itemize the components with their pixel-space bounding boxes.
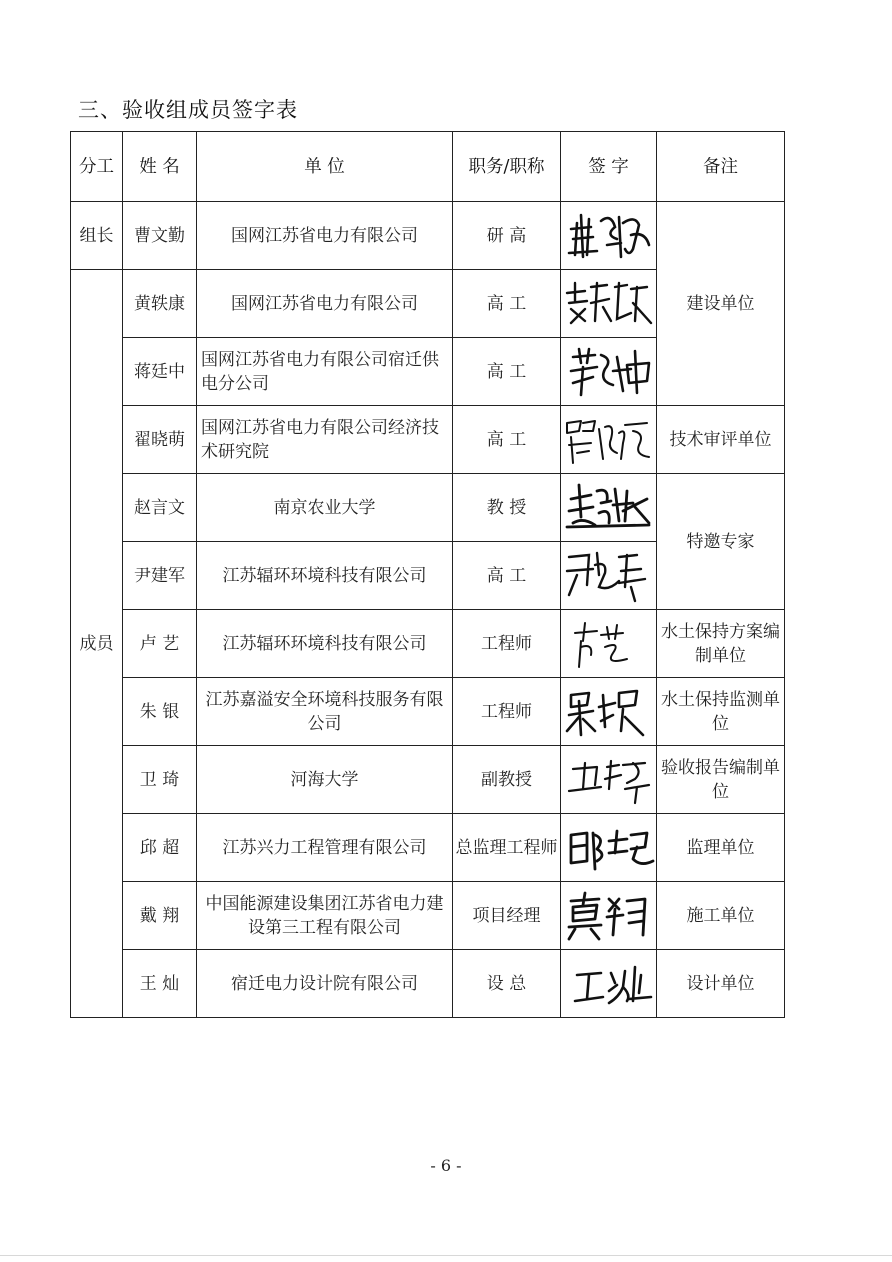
role-cell-members: 成员 [71,270,123,1018]
position-cell: 副教授 [453,746,561,814]
handwritten-signature-icon [561,953,655,1015]
handwritten-signature-icon [561,273,655,335]
unit-cell: 中国能源建设集团江苏省电力建设第三工程有限公司 [197,882,453,950]
handwritten-signature-icon [561,205,655,267]
unit-cell: 江苏辐环环境科技有限公司 [197,610,453,678]
table-row [71,678,785,746]
handwritten-signature-icon [561,341,655,403]
remark-cell: 水土保持方案编制单位 [657,610,785,678]
signature-cell [561,610,657,678]
handwritten-signature-icon [561,749,655,811]
name-cell: 曹文勤 [123,202,197,270]
name-cell: 戴 翔 [123,882,197,950]
header-position: 职务/职称 [453,132,561,202]
remark-cell: 水土保持监测单位 [657,678,785,746]
position-cell: 高 工 [453,270,561,338]
handwritten-signature-icon [561,817,655,879]
table-row [71,610,785,678]
position-cell: 总监理工程师 [453,814,561,882]
table-row [71,814,785,882]
remark-cell: 技术审评单位 [657,406,785,474]
signature-cell [561,474,657,542]
page-title: 三、验收组成员签字表 [78,98,298,122]
table-row [71,950,785,1018]
position-cell: 工程师 [453,678,561,746]
position-cell: 高 工 [453,542,561,610]
position-cell: 教 授 [453,474,561,542]
position-cell: 高 工 [453,338,561,406]
table-row [71,406,785,474]
header-unit: 单 位 [197,132,453,202]
name-cell: 卫 琦 [123,746,197,814]
signature-cell [561,202,657,270]
unit-cell: 国网江苏省电力有限公司经济技术研究院 [197,406,453,474]
handwritten-signature-icon [561,681,655,743]
unit-cell: 南京农业大学 [197,474,453,542]
signature-cell [561,882,657,950]
unit-cell: 国网江苏省电力有限公司宿迁供电分公司 [197,338,453,406]
name-cell: 卢 艺 [123,610,197,678]
table-row [71,474,785,542]
position-cell: 高 工 [453,406,561,474]
handwritten-signature-icon [561,477,655,539]
remark-cell: 施工单位 [657,882,785,950]
page-number: - 6 - [430,1156,462,1175]
name-cell: 赵言文 [123,474,197,542]
name-cell: 王 灿 [123,950,197,1018]
table-row [71,882,785,950]
name-cell: 邱 超 [123,814,197,882]
handwritten-signature-icon [561,409,655,471]
table-row [71,202,785,270]
signature-cell [561,814,657,882]
table-row [71,746,785,814]
unit-cell: 国网江苏省电力有限公司 [197,270,453,338]
signature-cell [561,338,657,406]
unit-cell: 江苏辐环环境科技有限公司 [197,542,453,610]
name-cell: 朱 银 [123,678,197,746]
unit-cell: 国网江苏省电力有限公司 [197,202,453,270]
table-header-row [71,132,785,202]
remark-cell: 验收报告编制单位 [657,746,785,814]
handwritten-signature-icon [561,545,655,607]
unit-cell: 江苏兴力工程管理有限公司 [197,814,453,882]
handwritten-signature-icon [561,613,655,675]
position-cell: 工程师 [453,610,561,678]
handwritten-signature-icon [561,885,655,947]
name-cell: 黄轶康 [123,270,197,338]
signature-cell [561,746,657,814]
position-cell: 研 高 [453,202,561,270]
name-cell: 翟晓萌 [123,406,197,474]
signature-cell [561,406,657,474]
position-cell: 设 总 [453,950,561,1018]
header-name: 姓 名 [123,132,197,202]
signature-cell [561,678,657,746]
name-cell: 尹建军 [123,542,197,610]
header-role: 分工 [71,132,123,202]
unit-cell: 宿迁电力设计院有限公司 [197,950,453,1018]
remark-cell: 建设单位 [657,202,785,406]
header-signature: 签 字 [561,132,657,202]
signature-cell [561,542,657,610]
position-cell: 项目经理 [453,882,561,950]
unit-cell: 河海大学 [197,746,453,814]
signature-cell [561,950,657,1018]
remark-cell: 设计单位 [657,950,785,1018]
role-cell-leader: 组长 [71,202,123,270]
remark-cell: 监理单位 [657,814,785,882]
unit-cell: 江苏嘉溢安全环境科技服务有限公司 [197,678,453,746]
page-edge-line [0,1255,892,1256]
remark-cell: 特邀专家 [657,474,785,610]
signature-table [70,131,785,1018]
name-cell: 蒋廷中 [123,338,197,406]
header-remark: 备注 [657,132,785,202]
signature-cell [561,270,657,338]
